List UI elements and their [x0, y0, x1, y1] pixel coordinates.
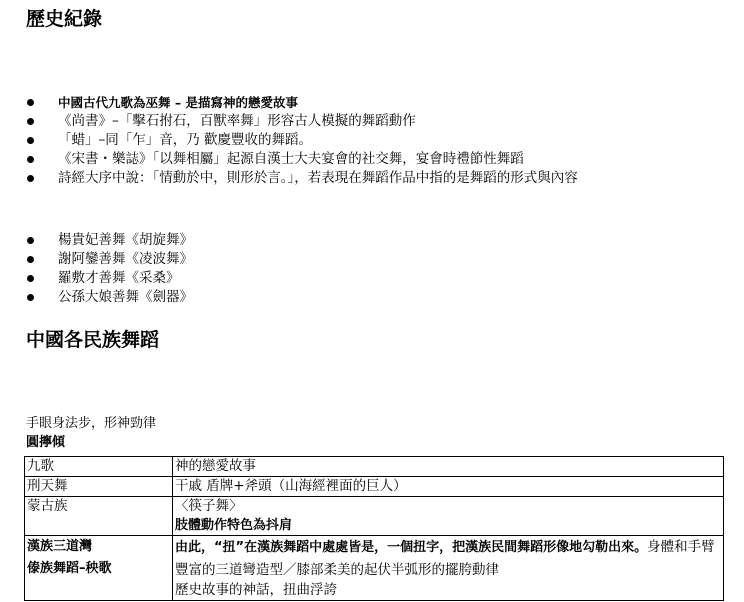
table-cell: 刑天舞	[25, 477, 173, 497]
bullet-icon	[27, 275, 34, 282]
bullet-icon	[27, 175, 34, 182]
bullet-icon	[27, 99, 34, 106]
bullet-icon	[27, 156, 34, 163]
bullet-icon	[27, 118, 34, 125]
table-row	[25, 477, 724, 497]
table-cell: 九歌	[25, 457, 173, 477]
list-item: 詩經大序中說：「情動於中，則形於言。」，若表現在舞蹈作品中指的是舞蹈的形式與內容	[24, 169, 578, 188]
cell-line: 肢體動作特色為抖肩	[175, 518, 293, 533]
cell-text: 身體和手臂豐富的三道彎造型／膝部柔美的起伏半弧形的擺胯動律	[175, 539, 715, 578]
cell-line: 歷史故事的神話，扭曲浮誇	[175, 582, 337, 598]
cell-line: 傣族舞蹈–秧歌	[27, 561, 112, 576]
history-list	[24, 93, 578, 188]
bullet-icon	[27, 137, 34, 144]
table-row	[25, 457, 724, 477]
cell-line: 漢族三道灣	[27, 539, 93, 554]
bullet-icon	[27, 294, 34, 301]
table-cell	[173, 497, 724, 536]
heading-ethnic-dance: 中國各民族舞蹈	[26, 329, 160, 351]
table-cell: 干戚 盾牌+斧頭（山海經裡面的巨人）	[173, 477, 724, 497]
table-cell	[173, 536, 724, 601]
list-item: 《宋書・樂誌》「以舞相屬」起源自漢士大夫宴會的社交舞，宴會時禮節性舞蹈	[24, 150, 578, 169]
table-row	[25, 497, 724, 536]
table-row	[25, 536, 724, 601]
cell-line: 〈筷子舞〉	[175, 498, 243, 514]
bullet-icon	[27, 256, 34, 263]
dancer-list	[24, 231, 193, 307]
note-movement: 圓擰傾	[26, 435, 66, 450]
cell-paragraph	[175, 536, 721, 581]
list-item: 《尚書》–「擊石拊石，百獸率舞」形容古人模擬的舞蹈動作	[24, 112, 578, 131]
list-item: 公孫大娘善舞《劍器》	[24, 288, 193, 307]
heading-history: 歷史紀錄	[26, 8, 103, 30]
list-item: 「蜡」–同「乍」音，乃 歡慶豐收的舞蹈。	[24, 131, 578, 150]
list-item: 羅敷才善舞《采桑》	[24, 269, 193, 288]
table-cell	[25, 536, 173, 601]
cell-bold-text: 由此，“扭”在漢族舞蹈中處處皆是，一個扭字，把漢族民間舞蹈形像地勾勒出來。	[175, 540, 648, 555]
table-cell: 神的戀愛故事	[173, 457, 724, 477]
list-item: 謝阿鑾善舞《凌波舞》	[24, 250, 193, 269]
list-item: 中國古代九歌為巫舞 – 是描寫神的戀愛故事	[24, 93, 578, 112]
note-technique: 手眼身法步，形神勁律	[26, 416, 157, 431]
table-cell: 蒙古族	[25, 497, 173, 536]
dance-table	[24, 456, 724, 601]
bullet-icon	[27, 237, 34, 244]
list-item: 楊貴妃善舞《胡旋舞》	[24, 231, 193, 250]
